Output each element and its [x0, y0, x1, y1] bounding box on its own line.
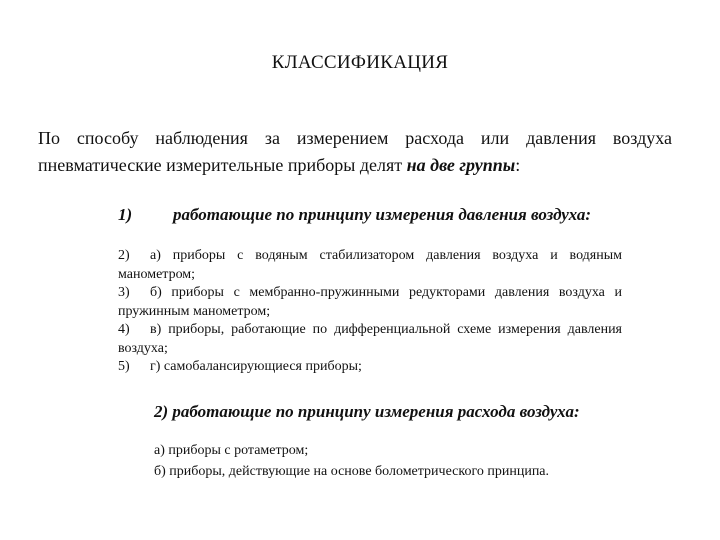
group-2-list: [154, 440, 654, 482]
intro-text: По способу наблюдения за измерением расхода или давления воздуха пневматические измерительные приборы делят: [38, 128, 672, 175]
list-item-text: в) приборы, работающие по дифференциальной схеме измерения давления воздуха;: [118, 322, 622, 356]
group-2-heading: 2) работающие по принципу измерения расхода воздуха:: [154, 402, 580, 421]
list-item-number: 2): [118, 248, 130, 263]
list-item-number: 4): [118, 322, 130, 337]
list-item-text: б) приборы с мембранно-пружинными редукторами давления воздуха и пружинным манометром;: [118, 285, 622, 319]
intro-paragraph: [38, 125, 672, 179]
list-item: [118, 247, 622, 284]
list-item: а) приборы с ротаметром;: [154, 443, 309, 458]
list-item-text: а) приборы с водяным стабилизатором давления воздуха и водяным манометром;: [118, 248, 622, 282]
intro-end: :: [515, 155, 521, 175]
group-1-number: 1): [118, 205, 133, 224]
list-item: [118, 321, 622, 358]
group-1-list: [118, 247, 622, 377]
list-item: [118, 284, 622, 321]
list-item: [118, 358, 622, 377]
group-1-title: работающие по принципу измерения давления воздуха:: [173, 205, 592, 224]
intro-emphasis: на две группы: [406, 155, 516, 175]
list-item-number: 5): [118, 359, 130, 374]
list-item-text: г) самобалансирующиеся приборы;: [150, 359, 362, 374]
list-item: б) приборы, действующие на основе болометрического принципа.: [154, 464, 550, 479]
page-title: КЛАССИФИКАЦИЯ: [271, 52, 449, 73]
list-item-number: 3): [118, 285, 130, 300]
group-1-heading: [118, 205, 591, 225]
